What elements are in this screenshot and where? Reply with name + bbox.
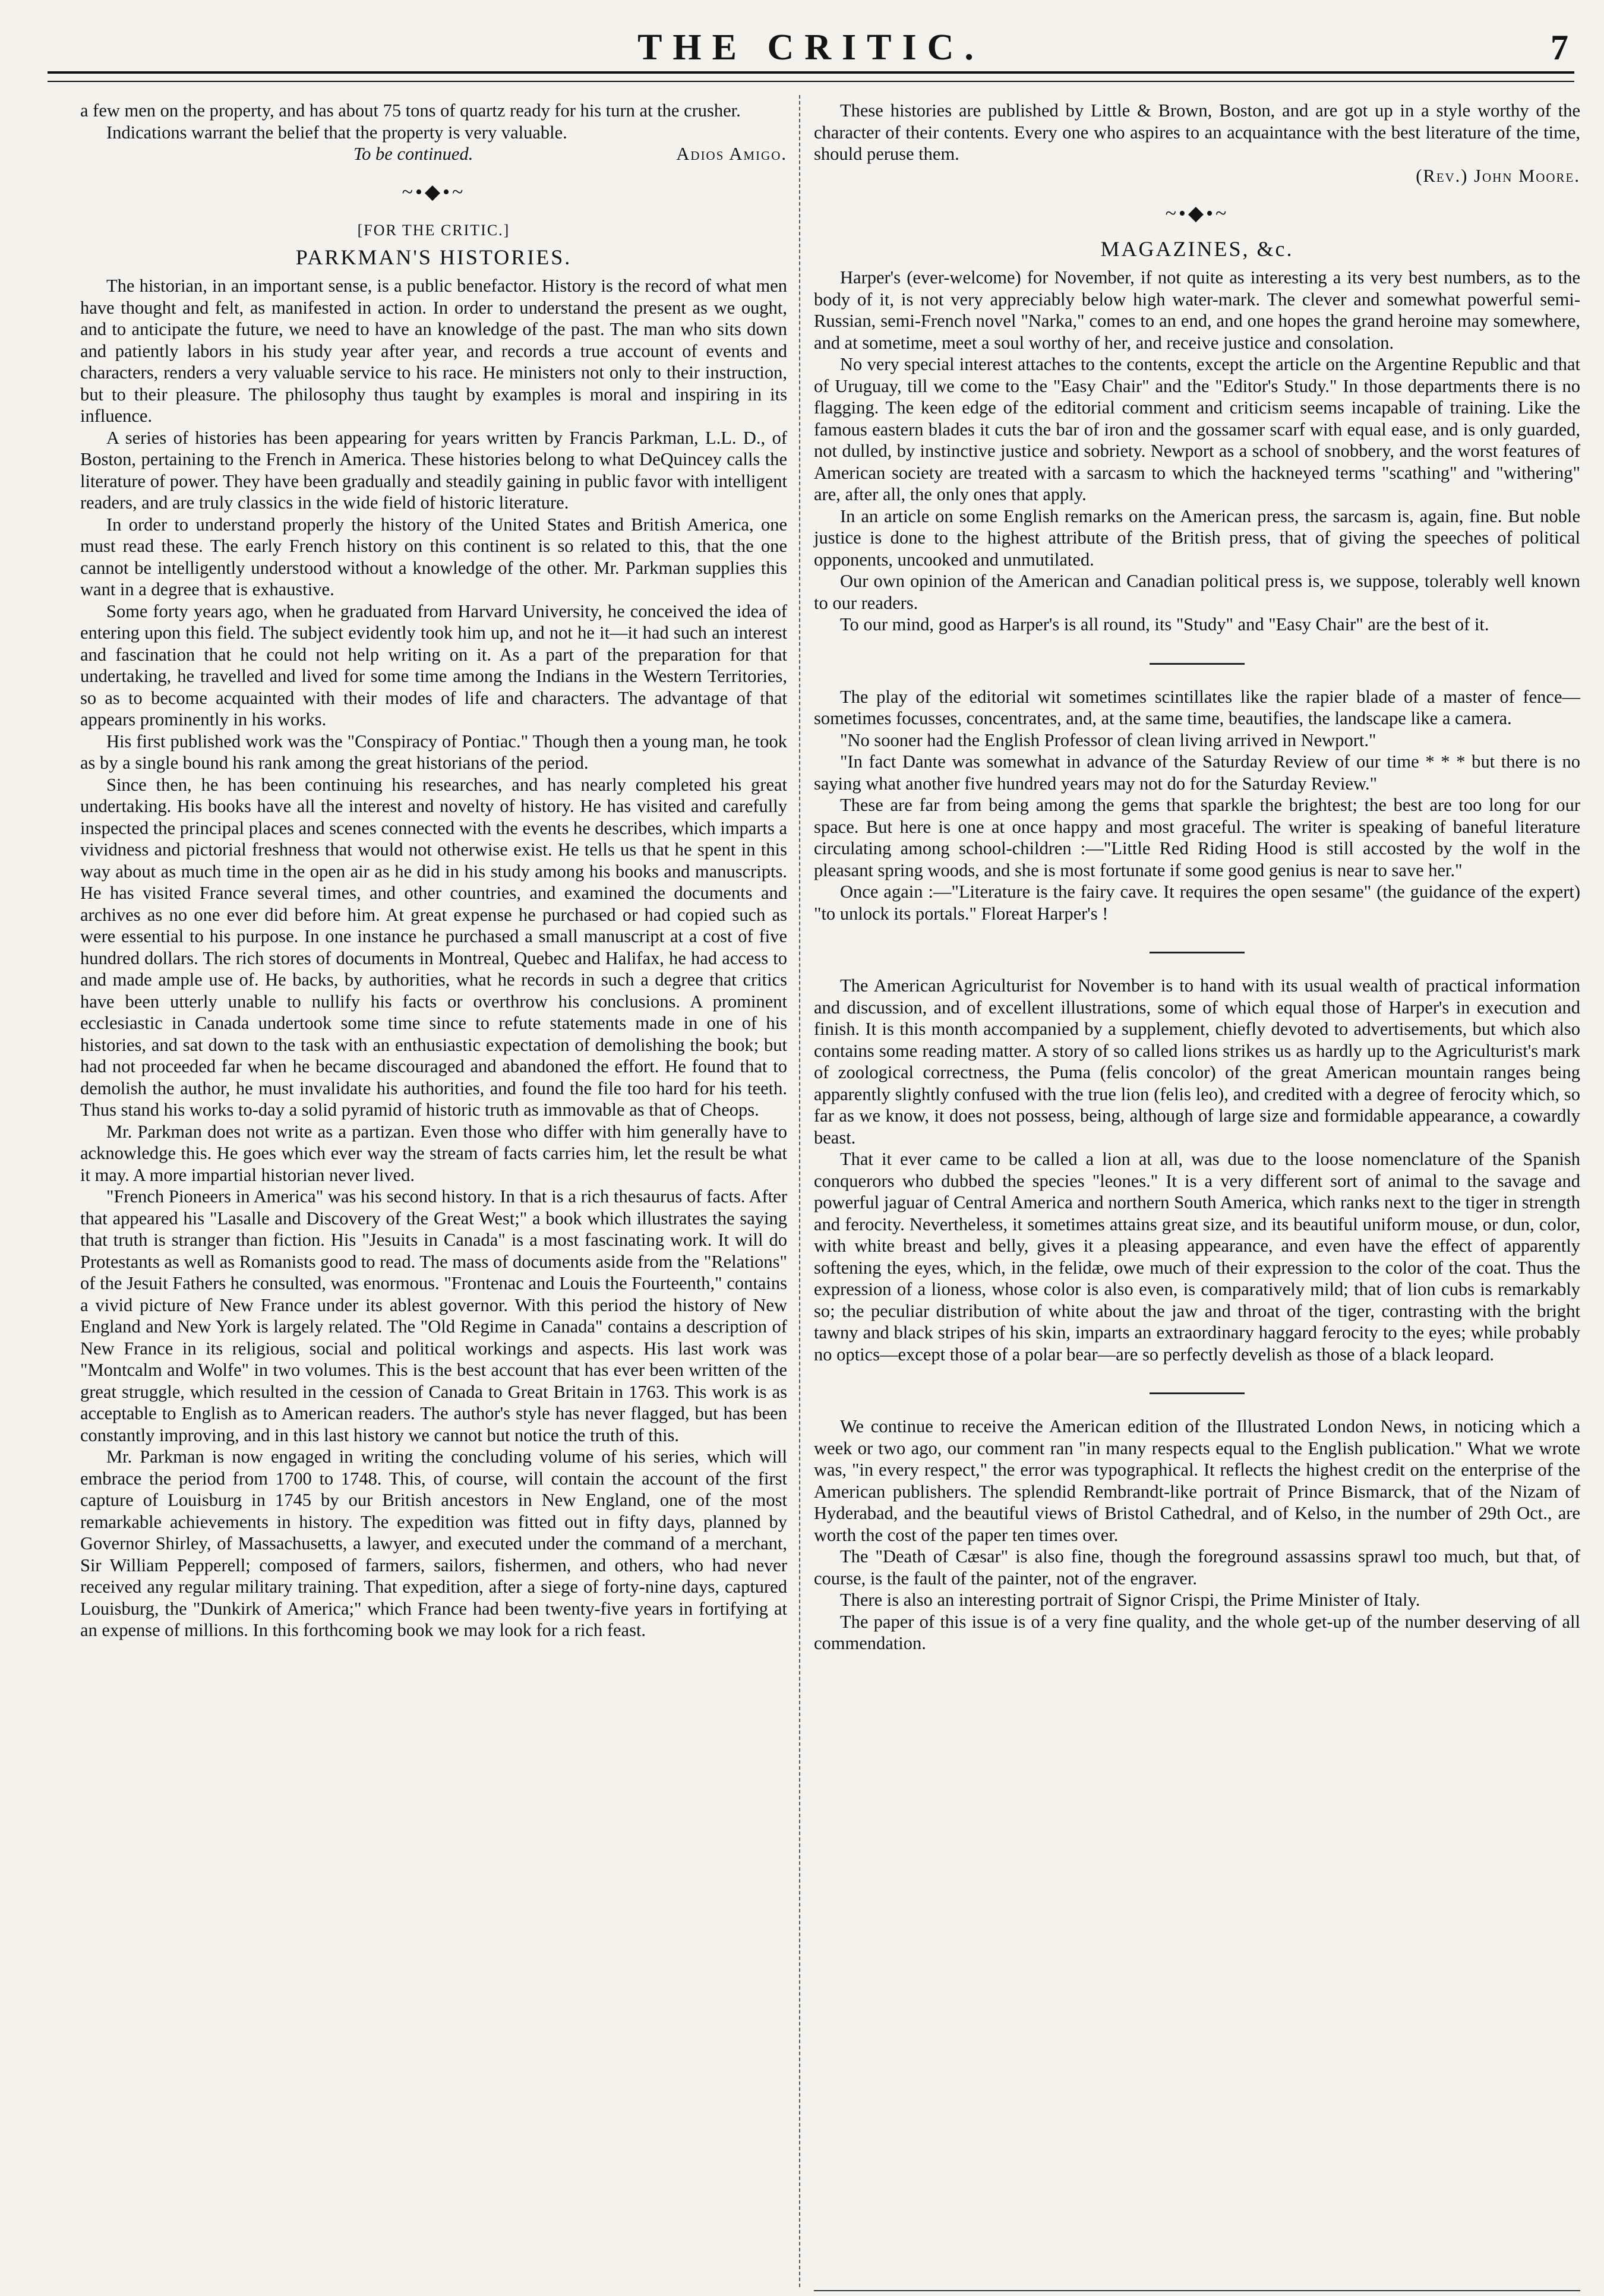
editorial-wit-paragraph: Once again :—"Literature is the fairy cave. It requires the open sesame" (the guidance of the expert) "to unlock its portals." Floreat Harper's ! [814,882,1580,924]
editorial-wit-paragraph: "No sooner had the English Professor of clean living arrived in Newport." [840,729,1376,750]
author-signature: (Rev.) John Moore. [1416,165,1580,186]
bottom-rule [814,2290,1580,2291]
magazines-heading: MAGAZINES, &c. [1100,236,1294,261]
article-paragraph: Mr. Parkman does not write as a partizan. Even those who differ with him generally have to acknowledge this. He goes which ever way the stream of facts carries him, let the result be what it may. A more impartial historian never lived. [80,1121,787,1185]
page-number: 7 [1551,28,1568,67]
left-column [80,100,787,1641]
article-paragraph: Since then, he has been continuing his researches, and has nearly completed his great undertaking. His books have all the interest and novelty of history. He has visited and carefully inspected the principal places and scenes connected with the events he describes, which imparts a vividness and pictorial freshness that would not otherwise exist. He tells us that he spent in this way about as much time in the open air as he did in his study among his books and manuscripts. He has visited France several times, and other countries, and examined the documents and archives as no one ever did before him. At great expense he purchased or had copied such as were essential to his purpose. In one instance he purchased a small manuscript at a cost of five hundred dollars. The rich stores of documents in Montreal, Quebec and Halifax, he had access to and made ample use of. He backs, by authorities, what he records in such a degree that critics have been utterly unable to nullify his facts or overthrow his conclusions. A prominent ecclesiastic in Canada undertook some time since to refute statements made in one of his histories, and sat down to the task with an enthusiastic expectation of demolishing the book; but had not proceeded far when he became discouraged and abandoned the effort. He found that to demolish the author, he must invalidate his authorities, and found the file too hard for his teeth. Thus stand his works to-day a solid pyramid of historic truth as immovable as that of Cheops. [80,774,787,1120]
section-ornament: ~•◆•~ [1165,203,1229,225]
article-paragraph: Some forty years ago, when he graduated from Harvard University, he conceived the idea of entering upon this field. The subject evidently took him up, and not he it—it had such an interest and fascination that he could not help writing on it. As a part of the preparation for that undertaking, he travelled and lived for some time among the Indians in the Western Territories, so as to become acquainted with their modes of life and characters. The advantage of that appears prominently in his works. [80,601,787,729]
article-paragraph: In order to understand properly the history of the United States and British America, one must read these. The early French history on this continent is so related to this, that the one cannot be intelligently understood without a knowledge of the other. Mr. Parkman supplies this want in a degree that is exhaustive. [80,514,787,599]
author-signature: Adios Amigo. [676,144,787,164]
article-paragraph: Mr. Parkman is now engaged in writing the concluding volume of his series, which will embrace the period from 1700 to 1748. This, of course, will contain the account of the first capture of Louisburg in 1745 by our British ancestors in New England, one of the most remarkable achievements in history. The expedition was fitted out in fifty days, planned by Governor Shirley, of Massachusetts, a lawyer, and executed under the command of a merchant, Sir William Pepperell; composed of farmers, sailors, fishermen, and others, who had never received any regular military training. That expedition, after a siege of forty-nine days, captured Louisburg, the "Dunkirk of America;" which France had been twenty-five years in fortifying at an expense of millions. In this forthcoming book we may look for a rich feast. [80,1447,787,1640]
magazines-paragraph: In an article on some English remarks on the American press, the sarcasm is, again, fine. But noble justice is done to the highest attribute of the British press, that of giving the speeches of political opponents, uncooked and unmutilated. [814,506,1580,570]
parkman-signature [814,165,1580,187]
section-rule [1150,1392,1245,1394]
section-ornament: ~•◆•~ [402,181,466,203]
agriculturist-paragraph: That it ever came to be called a lion at all, was due to the loose nomenclature of the Spanish conquerors who dubbed the species "leones." It is a very different sort of animal to the savage and powerful jaguar of Central America and northern South America, which ranks next to the tiger in strength and ferocity. Nevertheless, it sometimes attains great size, and its beautiful uniform mouse, or dun, color, with white breast and belly, gives it a pleasing appearance, and even have the effect of apparently softening the eyes, which, in the felidæ, owe much of their expression to the color of the coat. Thus the expression of a lioness, whose color is also even, is comparatively mild; that of lion cubs is remarkably so; the peculiar distribution of white about the jaw and throat of the tiger, contrasting with the bright tawny and black stripes of his skin, imparts an extraordinary haggard ferocity to the eyes; while probably no optics—except those of a polar bear—are so perfectly develish as those of a black leopard. [814,1149,1580,1365]
magazines-paragraph: Harper's (ever-welcome) for November, if not quite as interesting a its very best numbers, as to the body of it, is not very appreciably below high water-mark. The clever and somewhat powerful semi-Russian, semi-French novel "Narka," comes to an end, and one hopes the grand heroine may somewhere, and at sometime, meet a soul worthy of her, and receive justice and consolation. [814,267,1580,353]
column-divider [799,95,800,2287]
for-the-critic-label: [FOR THE CRITIC.] [357,222,510,239]
article-paragraph: A series of histories has been appearing for years written by Francis Parkman, L.L. D., of Boston, pertaining to the French in America. These histories belong to what DeQuincey calls the literature of power. They have been gradually and steadily gaining in public favor with intelligent readers, and are truly classics in the wide field of historic literature. [80,427,787,513]
newspaper-title: THE CRITIC. [637,27,984,68]
illustrated-london-news-paragraph: The "Death of Cæsar" is also fine, though the foreground assassins sprawl too much, but that, of course, is the fault of the painter, not of the engraver. [814,1546,1580,1588]
article-heading: PARKMAN'S HISTORIES. [295,245,572,269]
magazines-paragraph: To our mind, good as Harper's is all round, its "Study" and "Easy Chair" are the best of it. [840,614,1489,634]
agriculturist-paragraph: The American Agriculturist for November is to hand with its usual wealth of practical information and discussion, and of excellent illustrations, some of which equal those of Harper's in execution and finish. It is this month accompanied by a supplement, chiefly devoted to advertisements, but which also contains some reading matter. A story of so called lions strikes us as hardly up to the Agriculturist's mark of zoological correctness, the Puma (felis concolor) of the great American mountain ranges being apparently slightly confused with the true lion (felis leo), and credited with a degree of ferocity which, so far as we know, it does not possess, being, although of large size and formidable appearance, a cowardly beast. [814,975,1580,1148]
section-rule [1150,663,1245,665]
magazines-paragraph: No very special interest attaches to the contents, except the article on the Argentine Republic and that of Uruguay, till we come to the "Easy Chair" and the "Editor's Study." In those departments there is no flagging. The keen edge of the editorial comment and criticism seems incapable of training. Like the famous eastern blades it cuts the bar of iron and the gossamer scarf with equal ease, and is only guarded, not dulled, by instinctive justice and sobriety. Newport as a school of snobbery, and the worst features of American society are treated with a sarcasm to which the hackneyed terms "scathing" and "withering" are, after all, the only ones that apply. [814,354,1580,504]
editorial-wit-paragraph: The play of the editorial wit sometimes scintillates like the rapier blade of a master of fence—sometimes focusses, concentrates, and, at the same time, beautifies, the landscape like a camera. [814,686,1580,728]
article-paragraph: His first published work was the "Conspiracy of Pontiac." Though then a young man, he took as by a single bound his rank among the great historians of the period. [80,731,787,773]
illustrated-london-news-paragraph: The paper of this issue is of a very fine quality, and the whole get-up of the number deserving of all commendation. [814,1611,1580,1653]
editorial-wit-paragraph: "In fact Dante was somewhat in advance of the Saturday Review of our time * * * but there is no saying what another five hundred years may not do for the Saturday Review." [814,751,1580,794]
illustrated-london-news-paragraph: There is also an interesting portrait of Signor Crispi, the Prime Minister of Italy. [840,1590,1420,1610]
masthead [48,24,1574,71]
right-column [814,100,1580,1654]
editorial-wit-paragraph: These are far from being among the gems that sparkle the brightest; the best are too long for our space. But here is one at once happy and most graceful. The writer is speaking of baneful literature circulating among school-children :—"Little Red Riding Hood is still accosted by the wolf in the pleasant spring woods, and she is most fortunate if some good genius is near to save her." [814,795,1580,880]
mining-signature [80,143,787,165]
to-be-continued: To be continued. [353,144,473,164]
section-rule [1150,952,1245,953]
mining-closing-paragraph-2: Indications warrant the belief that the property is very valuable. [106,122,567,143]
mining-closing-paragraph: a few men on the property, and has about 75 tons of quartz ready for his turn at the crusher. [80,100,741,121]
parkman-closing-paragraph: These histories are published by Little & Brown, Boston, and are got up in a style worthy of the character of their contents. Every one who aspires to an acquaintance with the best literature of the time, should peruse them. [814,100,1580,164]
masthead-rule [48,71,1574,82]
article-paragraph: "French Pioneers in America" was his second history. In that is a rich thesaurus of facts. After that appeared his "Lasalle and Discovery of the Great West;" a book which illustrates the saying that truth is stranger than fiction. His "Jesuits in Canada" is a most fascinating work. It will do Protestants as well as Romanists good to read. The mass of documents aside from the "Relations" of the Jesuit Fathers he consulted, was enormous. "Frontenac and Louis the Fourteenth," contains a vivid picture of New France under its ablest governor. With this period the history of New England and New York is largely related. The "Old Regime in Canada" contains a description of New France in its religious, social and political workings and aspects. His last work was "Montcalm and Wolfe" in two volumes. This is the best account that has ever been written of the great struggle, which resulted in the cession of Canada to Great Britain in 1763. This work is as acceptable to English as to American readers. The author's style has never flagged, but has been constantly improving, and in this last history we cannot but notice the truth of this. [80,1186,787,1445]
article-paragraph: The historian, in an important sense, is a public benefactor. History is the record of what men have thought and felt, as manifested in action. In order to understand the present as we ought, and to anticipate the future, we need to have an knowledge of the past. The man who sits down and patiently labors in his study year after year, and records a true account of events and characters, renders a very valuable service to his race. He ministers not only to their instruction, but to their pleasure. The philosophy thus taught by examples is moral and inspiring in its influence. [80,276,787,426]
magazines-paragraph: Our own opinion of the American and Canadian political press is, we suppose, tolerably well known to our readers. [814,571,1580,613]
illustrated-london-news-paragraph: We continue to receive the American edition of the Illustrated London News, in noticing which a week or two ago, our comment ran "in many respects equal to the English publication." What we wrote was, "in every respect," the error was typographical. It reflects the highest credit on the enterprise of the American publishers. The splendid Rembrandt-like portrait of Prince Bismarck, that of the Nizam of Hyderabad, and the beautiful views of Bristol Cathedral, and of Kelso, in the number of 29th Oct., are worth the cost of the paper ten times over. [814,1416,1580,1545]
